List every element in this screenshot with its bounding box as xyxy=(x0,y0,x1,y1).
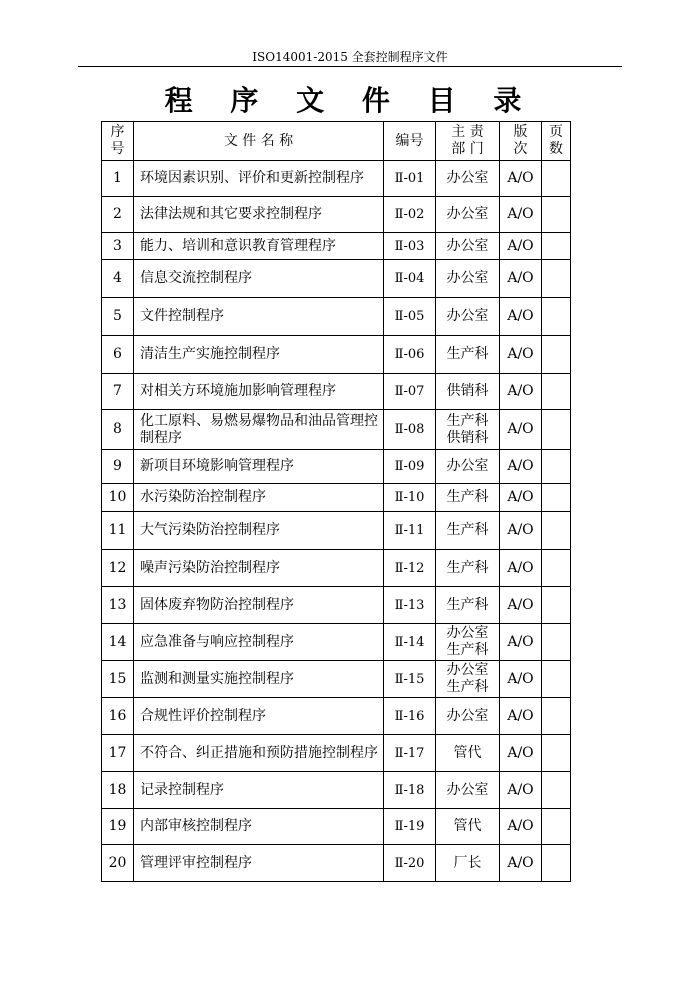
header-seq-line: 号 xyxy=(110,141,125,157)
row-code: Ⅱ-16 xyxy=(384,698,436,735)
row-seq: 4 xyxy=(102,260,134,298)
row-pages xyxy=(542,374,571,410)
row-pages xyxy=(542,772,571,809)
row-dept xyxy=(436,772,500,809)
row-dept xyxy=(436,512,500,550)
row-pages xyxy=(542,698,571,735)
row-code: Ⅱ-11 xyxy=(384,512,436,550)
table-row xyxy=(102,450,571,484)
table-row xyxy=(102,587,571,624)
row-code: Ⅱ-19 xyxy=(384,809,436,845)
row-name: 法律法规和其它要求控制程序 xyxy=(134,197,384,233)
header-pages xyxy=(542,122,571,161)
row-version: A/O xyxy=(500,260,542,298)
row-pages xyxy=(542,735,571,772)
row-dept-line: 办公室 xyxy=(446,662,489,678)
row-code: Ⅱ-08 xyxy=(384,410,436,450)
row-version: A/O xyxy=(500,809,542,845)
header-dept xyxy=(436,122,500,161)
row-dept-line: 办公室 xyxy=(446,270,489,286)
row-dept xyxy=(436,735,500,772)
row-dept-line: 生产科 xyxy=(446,559,489,576)
row-version: A/O xyxy=(500,197,542,233)
row-name: 管理评审控制程序 xyxy=(134,845,384,882)
row-name: 大气污染防治控制程序 xyxy=(134,512,384,550)
row-name: 记录控制程序 xyxy=(134,772,384,809)
row-version: A/O xyxy=(500,233,542,260)
row-dept-line: 办公室 xyxy=(446,458,489,474)
row-code: Ⅱ-03 xyxy=(384,233,436,260)
row-name: 新项目环境影响管理程序 xyxy=(134,450,384,484)
row-name: 水污染防治控制程序 xyxy=(134,484,384,512)
row-dept-line: 办公室 xyxy=(446,237,489,254)
row-code: Ⅱ-14 xyxy=(384,624,436,661)
header-code: 编号 xyxy=(384,122,436,161)
row-dept xyxy=(436,550,500,587)
row-code: Ⅱ-15 xyxy=(384,661,436,698)
header-seq xyxy=(102,122,134,161)
row-version: A/O xyxy=(500,772,542,809)
table-header-row xyxy=(102,122,571,161)
header-rule xyxy=(78,66,622,67)
row-seq: 14 xyxy=(102,624,134,661)
row-dept-line: 办公室 xyxy=(446,707,489,724)
row-name: 噪声污染防治控制程序 xyxy=(134,550,384,587)
row-dept-line: 生产科 xyxy=(446,679,489,695)
row-seq: 7 xyxy=(102,374,134,410)
row-code: Ⅱ-01 xyxy=(384,161,436,197)
procedure-table xyxy=(101,121,571,882)
row-code: Ⅱ-04 xyxy=(384,260,436,298)
table-row xyxy=(102,484,571,512)
row-dept-line: 办公室 xyxy=(446,308,489,324)
row-seq: 10 xyxy=(102,484,134,512)
row-seq: 17 xyxy=(102,735,134,772)
row-dept xyxy=(436,698,500,735)
row-seq: 13 xyxy=(102,587,134,624)
header-pages-line: 数 xyxy=(549,141,563,157)
row-dept-line: 办公室 xyxy=(446,781,489,798)
row-seq: 9 xyxy=(102,450,134,484)
row-seq: 19 xyxy=(102,809,134,845)
row-version: A/O xyxy=(500,661,542,698)
table-row xyxy=(102,298,571,336)
row-seq: 3 xyxy=(102,233,134,260)
table-row xyxy=(102,336,571,374)
row-name: 清洁生产实施控制程序 xyxy=(134,336,384,374)
row-seq: 8 xyxy=(102,410,134,450)
header-version-line: 版 xyxy=(513,124,528,140)
row-dept xyxy=(436,161,500,197)
table-row xyxy=(102,197,571,233)
row-name: 对相关方环境施加影响管理程序 xyxy=(134,374,384,410)
row-dept xyxy=(436,450,500,484)
row-dept xyxy=(436,374,500,410)
row-seq: 18 xyxy=(102,772,134,809)
row-name: 内部审核控制程序 xyxy=(134,809,384,845)
row-version: A/O xyxy=(500,735,542,772)
row-dept xyxy=(436,624,500,661)
row-version: A/O xyxy=(500,624,542,661)
table-row xyxy=(102,698,571,735)
row-name: 合规性评价控制程序 xyxy=(134,698,384,735)
row-name: 不符合、纠正措施和预防措施控制程序 xyxy=(134,735,384,772)
row-pages xyxy=(542,512,571,550)
row-seq: 12 xyxy=(102,550,134,587)
row-version: A/O xyxy=(500,550,542,587)
row-name: 固体废弃物防治控制程序 xyxy=(134,587,384,624)
row-version: A/O xyxy=(500,845,542,882)
table-row xyxy=(102,374,571,410)
row-dept-line: 供销科 xyxy=(446,429,489,446)
row-seq: 20 xyxy=(102,845,134,882)
header-dept-line: 部 门 xyxy=(451,141,484,157)
row-seq: 5 xyxy=(102,298,134,336)
row-code: Ⅱ-07 xyxy=(384,374,436,410)
table-row xyxy=(102,260,571,298)
row-code: Ⅱ-17 xyxy=(384,735,436,772)
table-body xyxy=(102,161,571,882)
row-code: Ⅱ-02 xyxy=(384,197,436,233)
row-seq: 1 xyxy=(102,161,134,197)
row-dept xyxy=(436,233,500,260)
row-code: Ⅱ-06 xyxy=(384,336,436,374)
row-pages xyxy=(542,587,571,624)
row-pages xyxy=(542,410,571,450)
row-pages xyxy=(542,197,571,233)
row-name: 文件控制程序 xyxy=(134,298,384,336)
row-dept-line: 办公室 xyxy=(446,625,489,641)
row-name: 能力、培训和意识教育管理程序 xyxy=(134,233,384,260)
row-pages xyxy=(542,550,571,587)
row-dept xyxy=(436,587,500,624)
row-name: 化工原料、易燃易爆物品和油品管理控制程序 xyxy=(134,410,384,450)
row-pages xyxy=(542,260,571,298)
row-dept xyxy=(436,410,500,450)
row-pages xyxy=(542,450,571,484)
row-version: A/O xyxy=(500,698,542,735)
page-title: 程 序 文 件 目 录 xyxy=(164,84,536,117)
row-version: A/O xyxy=(500,512,542,550)
table-row xyxy=(102,772,571,809)
row-dept xyxy=(436,298,500,336)
table-row xyxy=(102,550,571,587)
row-pages xyxy=(542,161,571,197)
table-row xyxy=(102,845,571,882)
row-code: Ⅱ-18 xyxy=(384,772,436,809)
row-version: A/O xyxy=(500,410,542,450)
row-dept xyxy=(436,484,500,512)
row-code: Ⅱ-13 xyxy=(384,587,436,624)
row-name: 应急准备与响应控制程序 xyxy=(134,624,384,661)
row-dept-line: 供销科 xyxy=(446,383,489,399)
header-version xyxy=(500,122,542,161)
row-pages xyxy=(542,845,571,882)
running-header: ISO14001-2015 全套控制程序文件 xyxy=(252,50,448,64)
row-pages xyxy=(542,336,571,374)
row-version: A/O xyxy=(500,587,542,624)
row-dept xyxy=(436,197,500,233)
table-row xyxy=(102,735,571,772)
row-dept xyxy=(436,260,500,298)
row-pages xyxy=(542,809,571,845)
row-dept-line: 生产科 xyxy=(446,489,489,505)
row-code: Ⅱ-09 xyxy=(384,450,436,484)
row-pages xyxy=(542,624,571,661)
table-row xyxy=(102,161,571,197)
row-pages xyxy=(542,298,571,336)
table-row xyxy=(102,410,571,450)
row-dept-line: 管代 xyxy=(453,818,482,834)
row-version: A/O xyxy=(500,298,542,336)
row-dept-line: 厂长 xyxy=(453,854,482,871)
header-dept-line: 主 责 xyxy=(451,124,484,140)
header-name: 文 件 名 称 xyxy=(134,122,384,161)
row-version: A/O xyxy=(500,484,542,512)
row-dept-line: 管代 xyxy=(453,744,482,761)
row-code: Ⅱ-05 xyxy=(384,298,436,336)
row-dept xyxy=(436,809,500,845)
row-pages xyxy=(542,484,571,512)
row-dept-line: 生产科 xyxy=(446,346,489,362)
row-dept-line: 生产科 xyxy=(446,642,489,658)
header-pages-line: 页 xyxy=(549,124,563,140)
row-version: A/O xyxy=(500,374,542,410)
row-pages xyxy=(542,233,571,260)
table-row xyxy=(102,809,571,845)
row-seq: 16 xyxy=(102,698,134,735)
row-dept-line: 生产科 xyxy=(446,412,489,429)
table-row xyxy=(102,233,571,260)
row-dept-line: 生产科 xyxy=(446,522,489,538)
row-dept xyxy=(436,336,500,374)
row-dept xyxy=(436,661,500,698)
row-dept-line: 生产科 xyxy=(446,596,489,613)
header-seq-line: 序 xyxy=(110,124,125,140)
row-seq: 2 xyxy=(102,197,134,233)
row-seq: 15 xyxy=(102,661,134,698)
row-name: 环境因素识别、评价和更新控制程序 xyxy=(134,161,384,197)
row-name: 信息交流控制程序 xyxy=(134,260,384,298)
row-version: A/O xyxy=(500,336,542,374)
header-version-line: 次 xyxy=(513,141,528,157)
row-pages xyxy=(542,661,571,698)
row-dept-line: 办公室 xyxy=(446,170,489,186)
row-code: Ⅱ-10 xyxy=(384,484,436,512)
row-seq: 6 xyxy=(102,336,134,374)
row-name: 监测和测量实施控制程序 xyxy=(134,661,384,698)
row-version: A/O xyxy=(500,161,542,197)
row-dept-line: 办公室 xyxy=(446,206,489,222)
row-code: Ⅱ-20 xyxy=(384,845,436,882)
table-row xyxy=(102,624,571,661)
row-dept xyxy=(436,845,500,882)
table-row xyxy=(102,512,571,550)
row-version: A/O xyxy=(500,450,542,484)
table-row xyxy=(102,661,571,698)
row-code: Ⅱ-12 xyxy=(384,550,436,587)
row-seq: 11 xyxy=(102,512,134,550)
